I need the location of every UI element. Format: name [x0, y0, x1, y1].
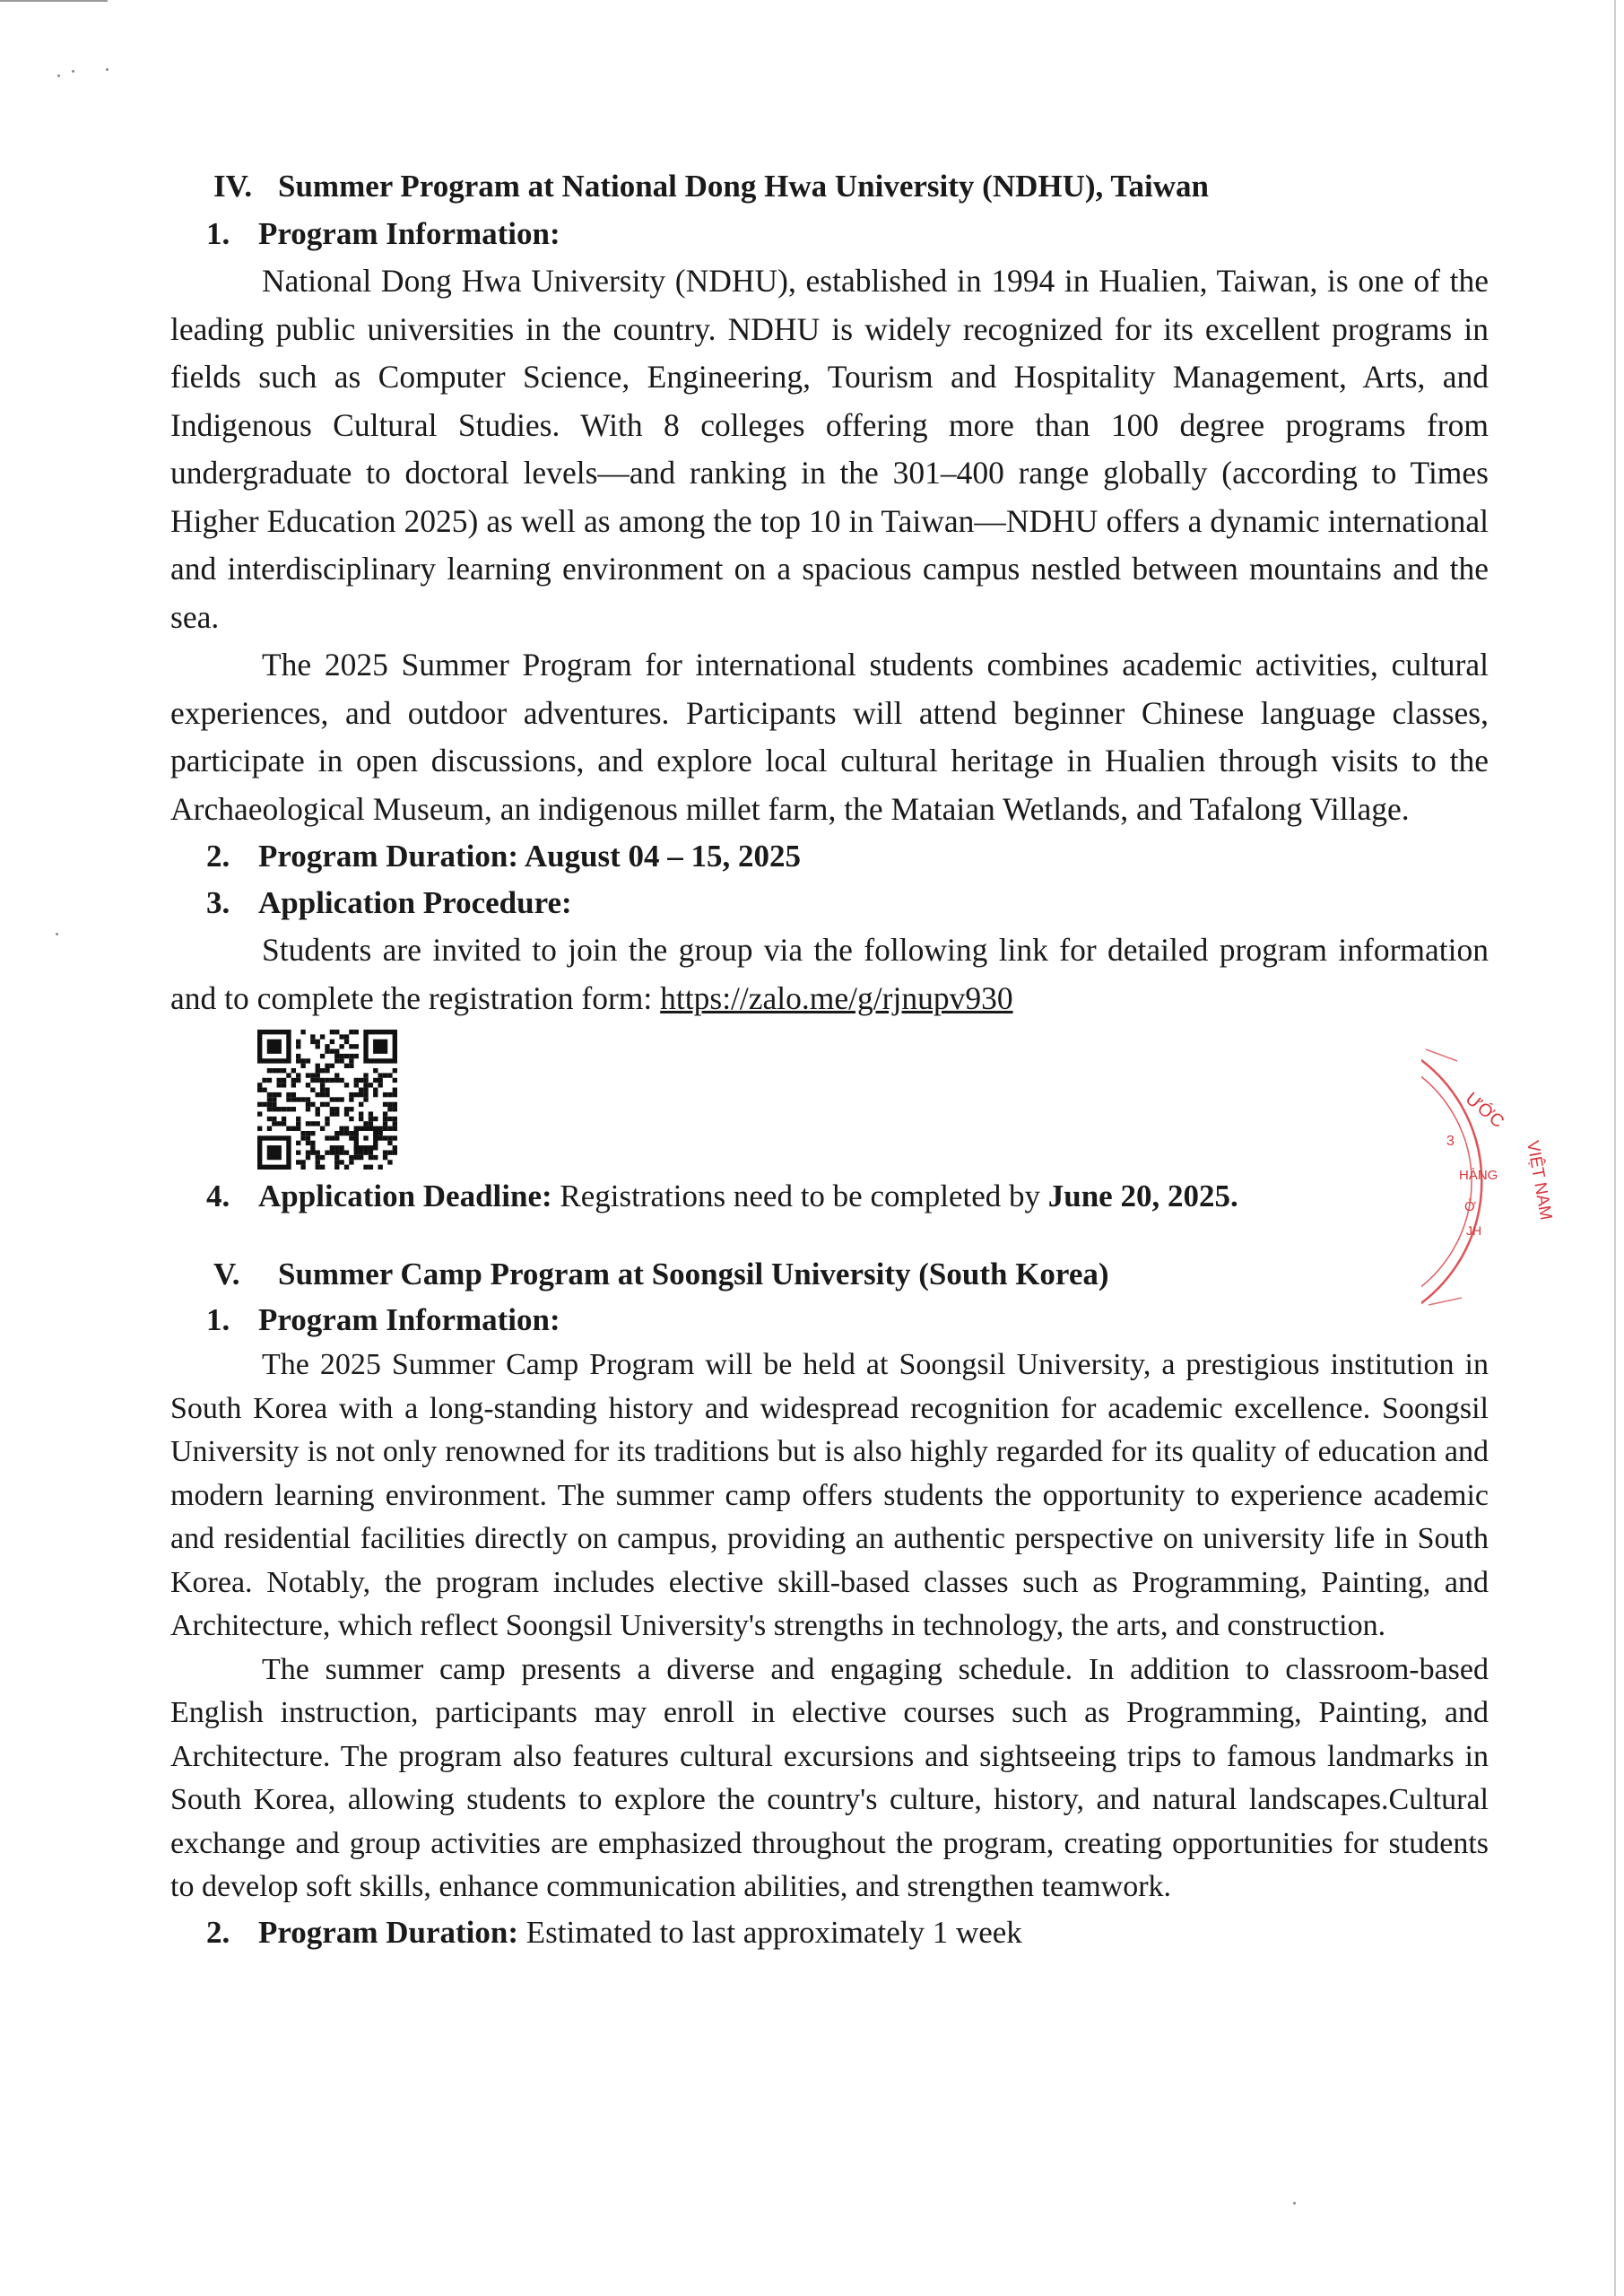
section-iv-paragraph-2: The 2025 Summer Program for international students combines academic activities, cultural experiences, and outdoor adventures. Participants will attend beginner Chinese language classes, participate in open discussions, and explore local cultural heritage in Hualien through visits to the Archaeological Museum, an indigenous millet farm, the Mataian Wetlands, and Tafalong Village.: [170, 647, 1489, 827]
item-number: 1.: [206, 1302, 230, 1337]
section-iv-title: [170, 164, 1489, 209]
registration-text: Students are invited to join the group via the following link for detailed program information and to complete the registration form:: [170, 932, 1489, 1016]
scan-edge-shadow: [1614, 0, 1616, 2296]
stamp-text-left: HÀNG: [1459, 1168, 1498, 1183]
section-iv-item-2-heading: [170, 833, 1489, 880]
scan-speck: [72, 70, 74, 73]
section-iv-item-4-heading: [170, 1173, 1489, 1220]
stamp-fragment: JH: [1466, 1223, 1482, 1238]
stamp-fragment: 3: [1446, 1134, 1455, 1149]
scan-speck: [1293, 2202, 1296, 2205]
stamp-text-top: ƯỚC: [1461, 1088, 1508, 1133]
item-heading-text: Program Information:: [258, 216, 560, 251]
section-v-item-2-heading: [170, 1909, 1489, 1956]
item-heading-text: Program Duration: August 04 – 15, 2025: [258, 839, 802, 874]
section-iv-number: IV.: [213, 169, 253, 204]
section-iv-item-1-heading: [170, 211, 1489, 257]
deadline-text: Registrations need to be completed by: [551, 1178, 1048, 1213]
scan-speck: [57, 74, 60, 77]
item-number: 3.: [206, 885, 230, 920]
stamp-fragment: Ở: [1464, 1199, 1476, 1214]
item-number: 2.: [206, 1914, 230, 1950]
deadline-date: June 20, 2025.: [1047, 1178, 1238, 1213]
item-number: 2.: [206, 839, 230, 874]
item-heading-text: Application Procedure:: [258, 885, 572, 920]
section-v-title: [170, 1252, 1489, 1297]
section-iv-item-3-heading: [170, 880, 1489, 926]
section-v-paragraph-1: The 2025 Summer Camp Program will be held at Soongsil University, a prestigious institution in South Korea with a long-standing history and widespread recognition for academic excellence. Soongsil University is not only renowned for its traditions but is also highly regarded for its quality of education and modern learning environment. The summer camp offers students the opportunity to experience academic and residential facilities directly on campus, providing an authentic perspective on university life in South Korea. Notably, the program includes elective skill-based classes such as Programming, Painting, and Architecture, which reflect Soongsil University's strengths in technology, the arts, and construction.: [170, 1348, 1489, 1642]
item-number: 4.: [206, 1178, 230, 1213]
item-heading-text: Program Duration:: [258, 1914, 518, 1950]
item-number: 1.: [206, 216, 230, 251]
qr-code-area: [170, 1022, 1489, 1173]
section-iv-title-text: Summer Program at National Dong Hwa University (NDHU), Taiwan: [278, 169, 1210, 204]
document-body: [170, 164, 1489, 1956]
scan-speck: [56, 933, 58, 935]
section-v-paragraph-2: The summer camp presents a diverse and engaging schedule. In addition to classroom-based English instruction, participants may enroll in elective courses such as Programming, Painting, and Architecture. The program also features cultural excursions and sightseeing trips to famous landmarks in South Korea, allowing students to explore the country's culture, history, and natural landscapes.Cultural exchange and group activities are emphasized throughout the program, creating opportunities for students to develop soft skills, enhance communication abilities, and strengthen teamwork.: [170, 1652, 1489, 1903]
item-heading-text: Application Deadline:: [258, 1178, 552, 1213]
scan-speck: [106, 68, 109, 71]
official-stamp: [1421, 1045, 1565, 1318]
item-heading-text: Program Information:: [258, 1302, 560, 1337]
section-v-title-text: Summer Camp Program at Soongsil University (South Korea): [278, 1257, 1109, 1292]
registration-link[interactable]: https://zalo.me/g/rjnupv930: [660, 979, 1013, 1016]
section-iv-paragraph-3: [170, 926, 1489, 1022]
section-v-item-1-heading: [170, 1297, 1489, 1344]
qr-code-icon[interactable]: [257, 1030, 397, 1170]
scan-edge-mark: [0, 0, 108, 2]
stamp-text-right: VIỆT NAM: [1523, 1139, 1556, 1222]
section-v-number: V.: [213, 1257, 240, 1292]
section-iv-paragraph-1: National Dong Hwa University (NDHU), established in 1994 in Hualien, Taiwan, is one of the leading public universities in the country. NDHU is widely recognized for its excellent programs in fields such as Computer Science, Engineering, Tourism and Hospitality Management, Arts, and Indigenous Cultural Studies. With 8 colleges offering more than 100 degree programs from undergraduate to doctoral levels—and ranking in the 301–400 range globally (according to Times Higher Education 2025) as well as among the top 10 in Taiwan—NDHU offers a dynamic international and interdisciplinary learning environment on a spacious campus nestled between mountains and the sea.: [170, 263, 1489, 635]
duration-text: Estimated to last approximately 1 week: [518, 1914, 1022, 1950]
